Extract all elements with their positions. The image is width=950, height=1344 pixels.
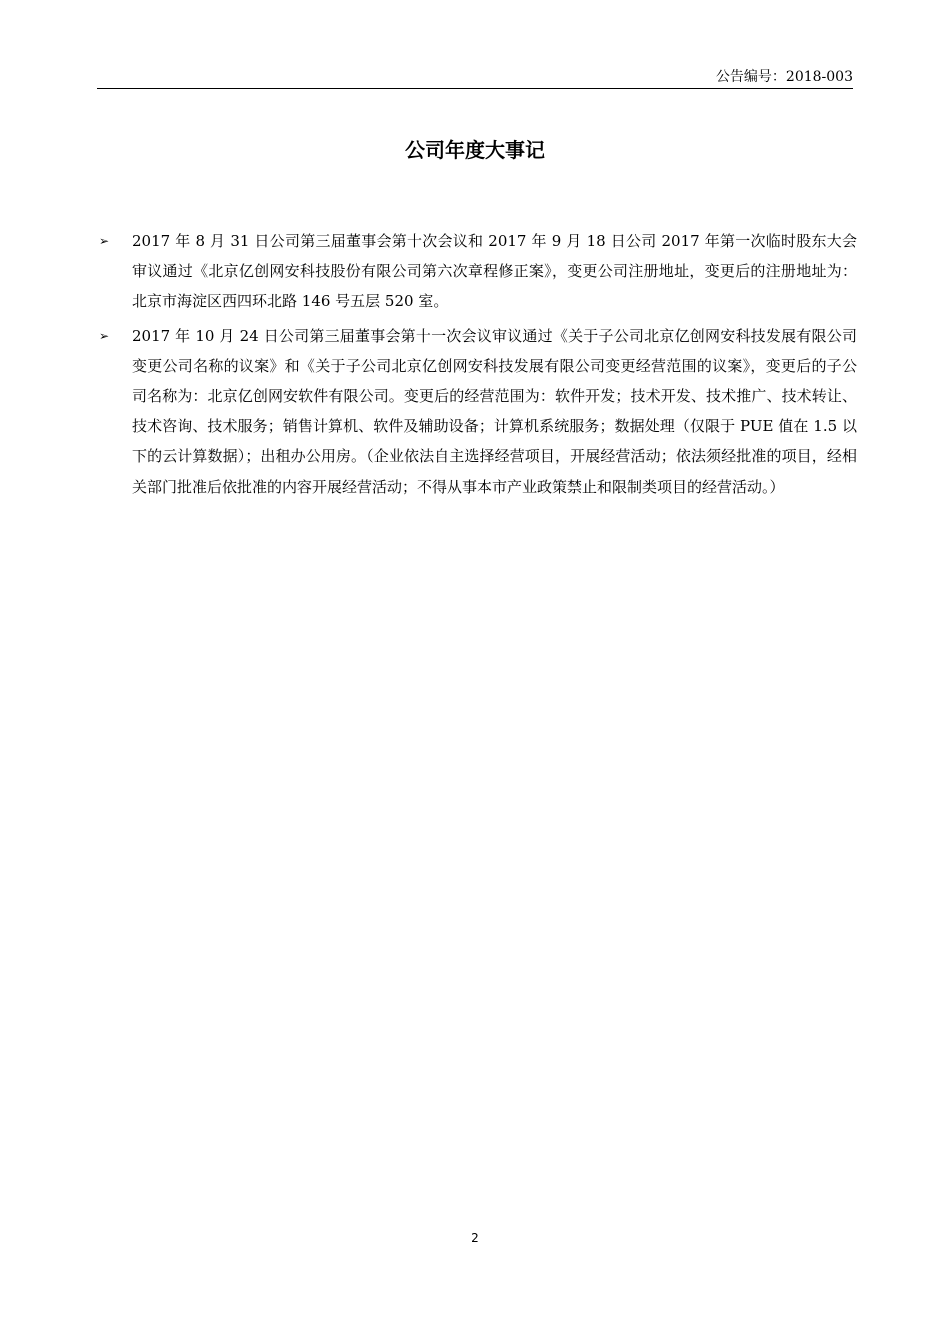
- page-title: 公司年度大事记: [405, 138, 545, 162]
- announcement-number: 公告编号：2018-003: [715, 69, 853, 85]
- arrow-bullet-icon: ➢: [99, 328, 110, 343]
- arrow-bullet-icon: ➢: [99, 234, 110, 248]
- list-item: [97, 321, 857, 502]
- event-text: 2017 年 8 月 31 日公司第三届董事会第十次会议和 2017 年 9 月 18 日公司 2017 年第一次临时股东大会审议通过《北京亿创网安科技股份有限公司第六次章程修正案》，变更公司注册地址，变更后的注册地址为：北京市海淀区西四环北路 146 号五层 520 室。: [132, 232, 857, 311]
- list-item: [97, 226, 857, 317]
- events-list: [97, 226, 857, 506]
- page-header: [97, 68, 853, 89]
- page-number: 2: [471, 1231, 479, 1245]
- event-text: 2017 年 10 月 24 日公司第三届董事会第十一次会议审议通过《关于子公司北京亿创网安科技发展有限公司变更公司名称的议案》和《关于子公司北京亿创网安科技发展有限公司变更经营范围的议案》，变更后的子公司名称为：北京亿创网安软件有限公司。变更后的经营范围为：软件开发；技术开发、技术推广、技术转让、技术咨询、技术服务；销售计算机、软件及辅助设备；计算机系统服务；数据处理（仅限于 PUE 值在 1.5 以下的云计算数据）；出租办公用房。（企业依法自主选择经营项目，开展经营活动；依法须经批准的项目，经相关部门批准后依批准的内容开展经营活动；不得从事本市产业政策禁止和限制类项目的经营活动。）: [132, 326, 857, 496]
